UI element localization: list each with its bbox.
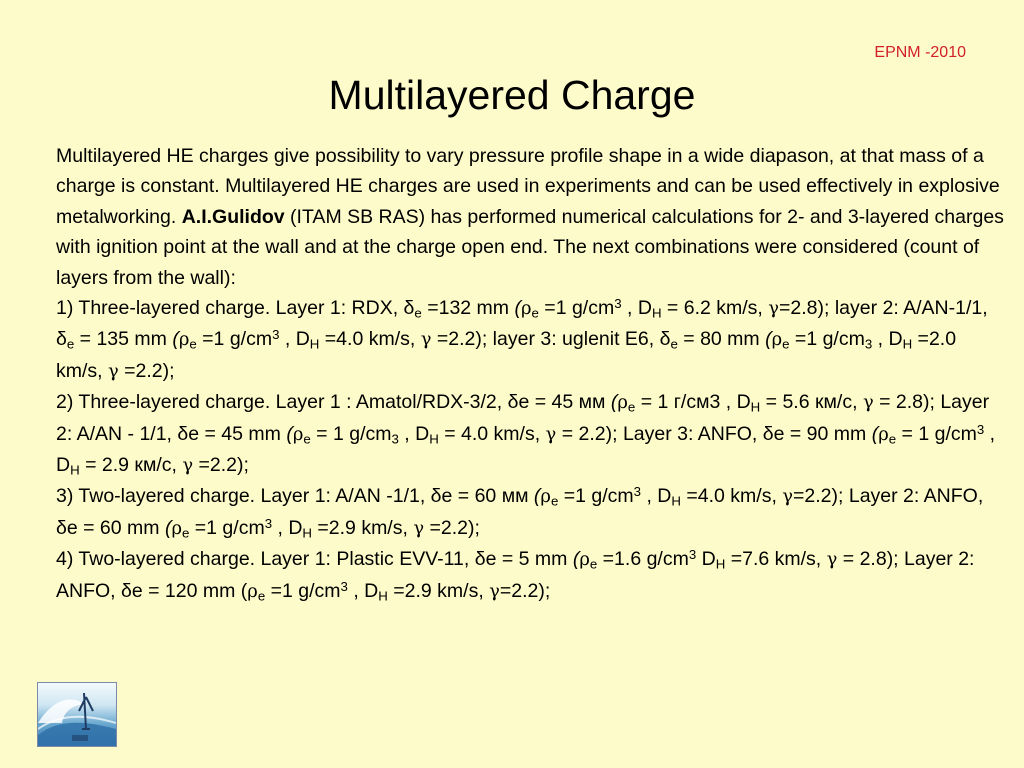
combination-item-4: 4) Two-layered charge. Layer 1: Plastic EVV-11, δe = 5 mm ($\rho_e =1.6$ $g/cm^3$ $D_H =7.6$ km/s, γ = 2.8); Layer 2: ANFO, δe = 120 mm ($\rho_e =1$ $g/cm^3$ , $D_H =2.9$ km/s, γ=2.2);: [56, 547, 975, 603]
slide-body: [56, 141, 1006, 607]
intro-paragraph: Multilayered HE charges give possibility to vary pressure profile shape in a wide diapason, at that mass of a charge is constant. Multilayered HE charges are used in experiments and can be used effectively in explosive metalworking. A.I.Gulidov (ITAM SB RAS) has performed numerical calculations for 2- and 3-layered charges with ignition point at the wall and at the charge open end. The next combinations were considered (count of layers from the wall):: [56, 145, 1004, 289]
author-name: A.I.Gulidov: [181, 205, 285, 228]
conference-logo-icon: [37, 682, 117, 747]
combination-item-1: 1) Three-layered charge. Layer 1: RDX, $\delta_e =132$ mm ($\rho_e =1$ $g/cm^3$ , $D_H = 6.2$ km/s, γ=2.8); layer 2: A/AN-1/1, $\delta_e = 135$ mm ($\rho_e =1$ $g/cm^3$ , $D_H =4.0$ km/s, γ =2.2); layer 3: uglenit E6, $\delta_e = 80$ mm ($\rho_e =1$ $g/cm_3$ , $D_H =2.0$ km/s, γ =2.2);: [56, 296, 988, 382]
wave-emblem-icon: [38, 683, 116, 746]
slide-title: Multilayered Charge: [328, 72, 696, 118]
combination-item-3: 3) Two-layered charge. Layer 1: A/AN -1/1, δe = 60 мм ($\rho_e =1$ $g/cm^3$ , $D_H =4.0$ km/s, γ=2.2); Layer 2: ANFO, δe = 60 mm ($\rho_e =1$ $g/cm^3$ , $D_H =2.9$ km/s, γ =2.2);: [56, 484, 984, 541]
conference-tag: EPNM -2010: [874, 44, 966, 61]
combination-item-2: 2) Three-layered charge. Layer 1 : Amatol/RDX-3/2, δе = 45 мм ($\rho_e = 1$ г/см3 , $D_H = 5.6$ км/с, γ = 2.8); Layer 2: A/AN - 1/1, δe = 45 mm ($\rho_e = 1$ $g/cm_3$ , $D_H = 4.0$ km/s, γ = 2.2); Layer 3: ANFO, δe = 90 mm ($\rho_e = 1$ $g/cm^3$ , $D_H = 2.9$ км/с, γ =2.2);: [56, 391, 996, 478]
